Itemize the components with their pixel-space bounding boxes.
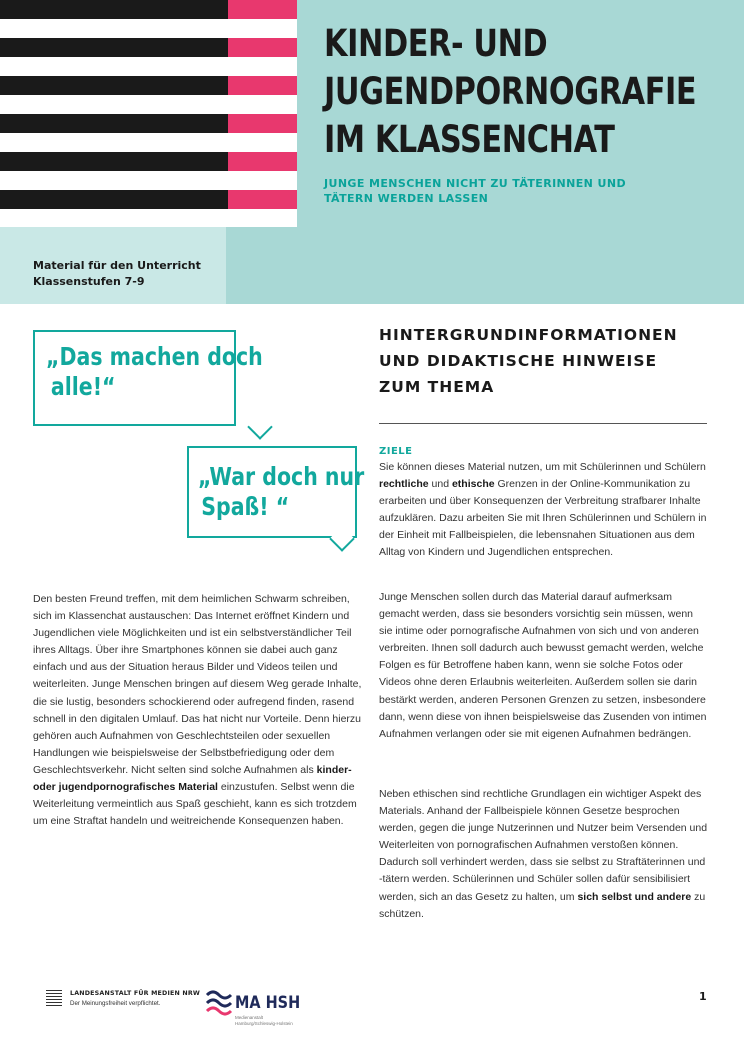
material-label: Material für den Unterricht Klassenstufen 7-9 (33, 259, 201, 288)
body-paragraph: Junge Menschen sollen durch das Material darauf aufmerksam gemacht werden, dass sie besonders vorsichtig sein müssen, wenn sie intime oder pornografische Aufnahmen von sich und von anderen verbreiten. Ihnen soll dadurch auch bewusst gemacht werden, welche Folgen es für Betroffene haben kann, wenn sie solche Fotos oder Videos ohne deren Erlaubnis weiterleiten. Außerdem sollen sie darin bestärkt werden, anderen Personen Grenzen zu setzen, insbesondere dann, wenn diese von ihnen beispielsweise das Zusenden von intimen Aufnahmen verlangen oder sie mit eigenen Aufnahmen bedrängen. (379, 591, 707, 740)
body-paragraph: Neben ethischen sind rechtliche Grundlagen ein wichtiger Aspekt des Materials. Anhand der Fallbeispiele können Gesetze besprochen werden, gegen die junge Nutzerinnen und Nutzer beim Versenden und Weiterleiten von pornografischen Aufnahmen verstoßen können. Dadurch soll verhindert werden, dass sie selbst zu Straftäterinnen und -tätern werden. Schülerinnen und Schüler sollen dafür sensibilisiert werden, sich an das Gesetz zu halten, um sich selbst und andere zu schützen. (379, 788, 708, 920)
page-number: 1 (699, 990, 707, 1003)
intro-paragraph: Den besten Freund treffen, mit dem heimlichen Schwarm schreiben, sich im Klassenchat austauschen: Das Internet eröffnet Kindern und Jugendlichen viele Möglichkeiten und ist ein selbstverständlicher Teil ihres Alltags. Über ihre Smartphones können sie dabei auch ganz einfach und aus der Situation heraus Bilder und Videos teilen und weiterleiten. Junge Menschen bringen auf diesem Weg gerade Inhalte, die sie lustig, besonders schockierend oder aufregend finden, rasend schnell in den digitalen Umlauf. Das hat nicht nur Vorteile. Denn hierzu gehören auch Aufnahmen von Geschlechtsteilen oder sexuellen Handlungen wie beispielsweise der Selbstbefriedigung oder dem Geschlechtsverkehr. Nicht selten sind solche Aufnahmen als kinder- oder jugendpornografisches Material einzustufen. Selbst wenn die Weiterleitung vermeintlich aus Spaß geschieht, kann es sich trotzdem um eine Straftat handeln und weitreichende Konsequenzen haben. (33, 593, 362, 828)
material-band-right (226, 227, 744, 304)
mahsh-logo: MA HSH Medienanstalt Hamburg/Schleswig-Holstein (205, 987, 305, 1031)
page-subtitle: JUNGE MENSCHEN NICHT ZU TÄTERINNEN UND TÄTERN WERDEN LASSEN (324, 177, 626, 205)
section-heading: HINTERGRUNDINFORMATIONEN UND DIDAKTISCHE HINWEISE ZUM THEMA (379, 326, 678, 396)
speech-bubble-tail (329, 526, 354, 551)
lfm-logo-icon (46, 990, 62, 1008)
mahsh-logo-icon (205, 987, 235, 1021)
lfm-logo: LANDESANSTALT FÜR MEDIEN NRW Der Meinungsfreiheit verpflichtet. (46, 990, 196, 1012)
quote-text: „Das machen doch alle!“ (46, 342, 263, 401)
divider (379, 423, 707, 424)
ziele-paragraph: Sie können dieses Material nutzen, um mit Schülerinnen und Schülern rechtliche und ethische Grenzen in der Online-Kommunikation zu erarbeiten und über Konsequenzen der Verbreitung strafbarer Inhalte aufzuklären. Dazu arbeiten Sie mit Ihren Schülerinnen und Schülern in der Einheit mit Fallbeispielen, die lebensnahen Situationen aus dem Alltag von Kindern und Jugendlichen entsprechen. (379, 461, 707, 559)
ziele-label: ZIELE (379, 446, 413, 457)
page-title: KINDER- UND JUGENDPORNOGRAFIE IM KLASSENCHAT (324, 22, 697, 161)
quote-bubble (187, 446, 365, 538)
quote-bubble (33, 330, 263, 426)
speech-bubble-tail (247, 414, 272, 439)
stripe-graphic (0, 0, 297, 227)
quote-text: „War doch nur Spaß! “ (198, 462, 365, 521)
